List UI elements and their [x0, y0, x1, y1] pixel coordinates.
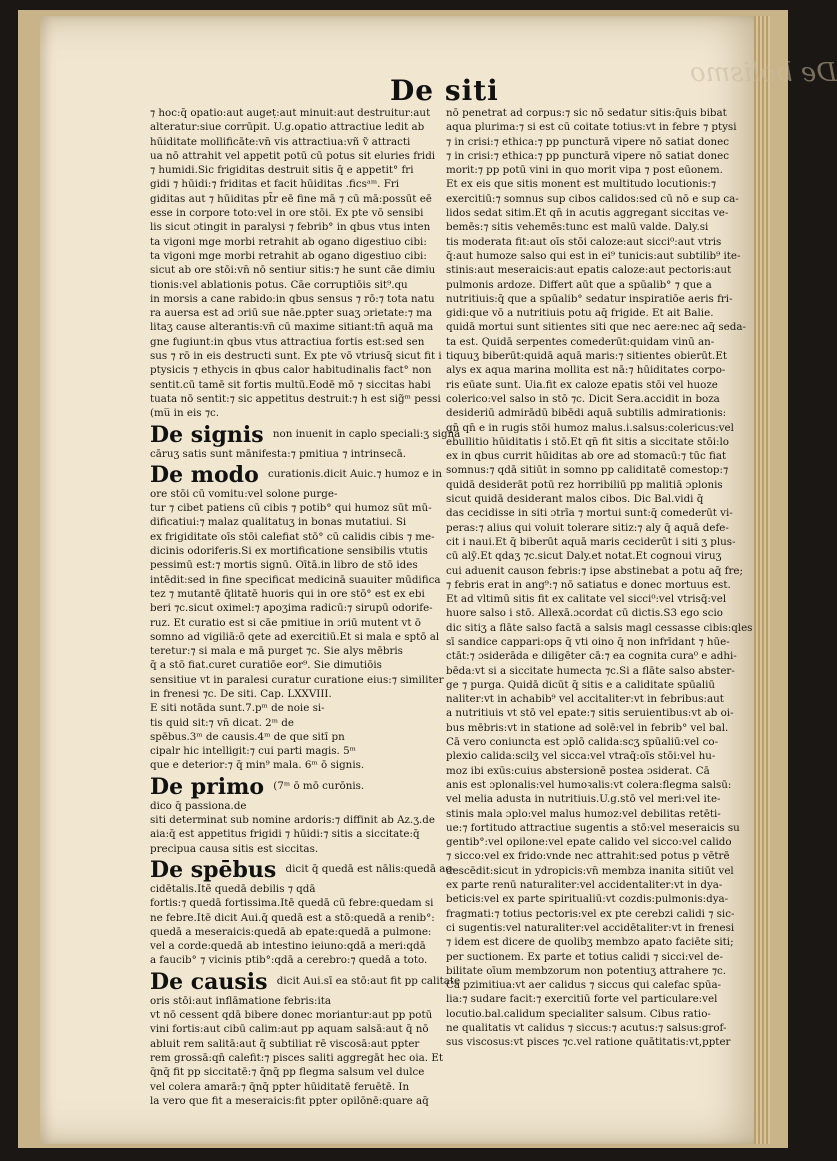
left-column-line: ta vigoni mge morbi retrahit ab ogano digestiuo cibi:	[150, 235, 427, 248]
left-column-line: vt nō cessent qdā bibere donec moriantur:aut pp potū	[150, 1009, 433, 1022]
section-heading: De spēbus	[150, 856, 277, 883]
right-column-line: anis est ɔplonalis:vel humoꝛalis:vt colera:flegma salsū:	[446, 778, 732, 791]
left-column-line: litaʒ cause alterantis:vn̄ cū maxime sitiant:tn̄ aquā ma	[150, 321, 434, 334]
right-column-line: ctāt:⁊ ɔsiderāda e diligēter cā:⁊ ea cognita cura⁰ e adhi-	[446, 650, 737, 663]
left-column-line: gidi ⁊ hūidi:⁊ friditas et facit hūiditas .ficsᵃᵐ. Fri	[150, 178, 400, 191]
left-column-line: vini fortis:aut cibū calim:aut pp aquam salsā:aut q̄ nō	[150, 1023, 429, 1036]
left-column-line: vel colera amarā:⁊ q̄nq̄ ppter hūiditatē feruētē. In	[150, 1080, 410, 1093]
bleed-through-text: De bolismo	[690, 58, 837, 88]
left-column-line: lis sicut ɔtingit in paralysi ⁊ febrib° in qbus vtus inten	[150, 221, 431, 234]
left-column-line: cāruʒ satis sunt mānifesta:⁊ pmitiua ⁊ intrinsecā.	[150, 447, 407, 460]
left-column-line: aia:q̄ est appetitus frigidi ⁊ hūidi:⁊ sitis a siccitate:q̄	[150, 828, 420, 841]
left-column-line: De primo (7ᵐ ō mō curōnis.	[150, 773, 365, 800]
right-column-line: q̄:aut humoze salso qui est in ei⁹ tunicis:aut subtilib⁹ ite-	[446, 249, 741, 262]
left-column-line: esse in corpore toto:vel in ore stōi. Ex pte vō sensibi	[150, 207, 424, 220]
right-column-line: qn̄ qn̄ e in rugis stōi humoz malus.i.salsus:colericus:vel	[446, 421, 734, 434]
right-column-line: tis moderata fit:aut oīs stōi caloze:aut sicci⁰:aut vtris	[446, 235, 722, 248]
right-column-line: quidā mortui sunt sitientes siti que nec aere:nec aq̄ seda-	[446, 321, 746, 334]
right-column-line: Cā vero coniuncta est ɔplō calida:scʒ spūaliū:vel co-	[446, 736, 719, 749]
right-column-line: pulmonis ardoze. Differt aūt que a spūalib° ⁊ que a	[446, 278, 712, 291]
right-column-line: vel melia adusta in nutritiuis.U.g.stō vel meri:vel ite-	[446, 793, 721, 806]
right-column-line: bēda:vt si a siccitate humecta ⁊c.Si a flāte salso abster-	[446, 664, 735, 677]
page-fore-edge	[754, 16, 770, 1144]
section-heading: De signis	[150, 421, 264, 448]
left-column-line: precipua causa sitis est siccitas.	[150, 842, 319, 855]
left-column-line: ex frigiditate oīs stōi calefiat stō° cū calidis cibis ⁊ me-	[150, 530, 435, 543]
left-column-line: ra auersa est ad ɔriū sue nāe.ppter suaʒ ɔrietate:⁊ ma	[150, 307, 433, 320]
left-column-line: (mu̅ in eis ⁊c.	[150, 407, 219, 420]
left-column-line: dicinis odoriferis.Si ex mortificatione sensibilis vtutis	[150, 545, 428, 558]
right-column-line: bemēs:⁊ sitis vehemēs:tunc est malū valde. Daly.si	[446, 221, 709, 234]
left-column-line: tis quid sit:⁊ vn̄ dicat. 2ᵐ de	[150, 716, 294, 729]
left-column-line: E siti notāda sunt.7.pᵐ de noie si-	[150, 702, 325, 715]
right-column-line: ge ⁊ purga. Quidā dicūt q̄ sitis e a caliditate spūaliū	[446, 678, 716, 691]
section-heading: De causis	[150, 968, 268, 995]
left-column-line: cipalr hic intelligit:⁊ cui parti magis. 5ᵐ	[150, 745, 356, 758]
right-column-line: nō penetrat ad corpus:⁊ sic nō sedatur sitis:q̄uis bibat	[446, 107, 727, 119]
left-column-line: sus ⁊ rō in eis destructi sunt. Ex pte vō vtriusq̄ sicut fit i	[150, 350, 442, 363]
right-column-line: quidā desiderāt potū rez horribiliū pp malitiā ɔplonis	[446, 478, 723, 491]
right-column-line: stinis mala ɔplo:vel malus humoz:vel debilitas retēti-	[446, 807, 721, 820]
right-column-line: ris eūate sunt. Uia.fit ex caloze epatis stōi vel huoze	[446, 378, 718, 391]
left-column-line: tez ⁊ mutantē q̄litatē huoris qui in ore stō° est ex ebi	[150, 587, 425, 600]
left-column-line: q̄ a stō fiat.curet curatiōe eor⁹. Sie dimutiōis	[150, 659, 382, 672]
section-heading: De modo	[150, 461, 259, 488]
right-column-line: morit:⁊ pp potū vini in quo morit vipa ⁊ post eūonem.	[446, 164, 723, 177]
left-column-line: De signis non inuenit in caplo speciali:ʒ signa	[150, 421, 461, 448]
left-column-line: hūiditate mollificāte:vn̄ vis attractiua:vñ ṽ attracti	[150, 135, 411, 148]
right-column-line: ebullitio hūiditatis i stō.Et qn̄ fit sitis a siccitate stōi:lo	[446, 435, 730, 448]
right-column-line: Cā pzimitiua:vt aer calidus ⁊ siccus qui calefac spūa-	[446, 979, 722, 992]
left-column-line: ptysicis ⁊ ethycis in qbus calor habitudinalis fact° non	[150, 364, 432, 377]
left-column-line: pessimū est:⁊ mortis signū. Oītā.in libro de stō ides	[150, 559, 418, 572]
right-column-line: fragmati:⁊ totius pectoris:vel ex pte cerebzi calidi ⁊ sic-	[446, 907, 735, 920]
left-column-line: rem grossā:qn̄ calefit:⁊ pisces saliti aggregāt hec oia. Et	[150, 1051, 443, 1064]
left-column-line: De causis dicit Aui.sī ea stō:aut fit pp calitate	[150, 968, 461, 995]
right-column-line: stinis:aut meseraicis:aut epatis caloze:aut pectoris:aut	[446, 264, 732, 277]
right-column-line: aqua plurima:⁊ si est cū coitate totius:vt in febre ⁊ ptysi	[446, 121, 737, 134]
left-column-line: oris stōi:aut inflāmatione febris:ita	[150, 994, 332, 1007]
right-column-line: ⁊ in crisi:⁊ ethica:⁊ pp puncturā vipere nō satiat donec	[446, 135, 729, 148]
right-column-line: ex parte renū naturaliter:vel accidentaliter:vt in dya-	[446, 879, 723, 892]
left-column-line: intēdit:sed in fine specificat medicinā suauiter mūdifica	[150, 573, 441, 586]
left-column-line: in morsis a cane rabido:in qbus sensus ⁊ rō:⁊ tota natu	[150, 292, 435, 305]
left-column-line: gne fugiunt:in qbus vtus attractiua fortis est:sed sen	[150, 335, 425, 348]
left-column-line: ne febre.Itē dicit Aui.q̄ quedā est a stō:quedā a renib°:	[150, 911, 435, 924]
right-column-line: locutio.bal.calidum specialiter salsum. Cibus ratio-	[446, 1007, 711, 1020]
right-column-line: gentib°:vel opilone:vel epate calido vel sicco:vel calido	[446, 836, 732, 849]
left-column-line: la vero que fit a meseraicis:fit ppter opilōnē:quare aq̄	[150, 1094, 429, 1107]
right-column-line: ⁊ febris erat in ang⁹:⁊ nō satiatus e donec mortuus est.	[446, 578, 731, 591]
right-column-line: sī sandice cappari:ops q̄ vti oino q̄ non infrīdant ⁊ hūe-	[446, 635, 730, 648]
left-column-line: ⁊ humidi.Sic frigiditas destruit sitis q̄ e appetit° fri	[150, 164, 414, 177]
left-column-line: vel a corde:quedā ab intestino ieiuno:qdā a meri:qdā	[150, 940, 426, 953]
right-column-line: beticis:vel ex parte spiritualiū:vt cozdis:pulmonis:dya-	[446, 893, 729, 906]
right-column-line: tiquuʒ biberūt:quidā aquā maris:⁊ sitientes obierūt.Et	[446, 350, 727, 363]
right-column-line: das cecidisse in siti ɔtrīa ⁊ mortui sunt:q̄ comederūt vi-	[446, 507, 733, 520]
right-column-line: ne qualitatis vt calidus ⁊ siccus:⁊ acutus:⁊ salsus:grof-	[446, 1022, 727, 1034]
right-column-line: ta est. Quidā serpentes comederūt:quidam vinū an-	[446, 335, 715, 348]
right-column-line: exercitiū:⁊ somnus sup cibos calidos:sed cū nō e sup ca-	[446, 192, 739, 205]
right-column-line: sus viscosus:vt pisces ⁊c.vel ratione quātitatis:vt,ppter	[446, 1036, 731, 1049]
right-column-line: dic sitiʒ a flāte salso factā a salsis magl cessasse cibis:qles	[446, 621, 753, 634]
right-column-line: per suctionem. Ex parte et totius calidi ⁊ sicci:vel de-	[446, 950, 724, 963]
right-column-line: ⁊ sicco:vel ex frido:vnde nec attrahit:sed potus p vētrē	[446, 850, 730, 863]
right-column-line: a nutritiuis vt stō vel epate:⁊ sitis seruientibus:vt ab oi-	[446, 707, 734, 720]
right-column-line: ⁊ idem est dicere de quolibʒ membzo apato faciēte siti;	[446, 936, 734, 949]
left-column-line: ruz. Et curatio est si cāe pmitiue in ɔriū mutent vt ō	[150, 616, 421, 629]
right-column-line: plexio calida:scilʒ vel sicca:vel vtraq̄:oīs stōi:vel hu-	[446, 750, 716, 763]
left-column	[150, 106, 461, 1108]
right-column-line: nutritiuis:q̄ que a spūalib° sedatur inspiratiōe aeris fri-	[446, 292, 733, 305]
right-column-line: lidos sedat sitim.Et qn̄ in acutis aggregant siccitas ve-	[446, 207, 729, 220]
right-column-line: lia:⁊ sudare facit:⁊ exercitiū forte vel particulare:vel	[446, 993, 718, 1006]
left-column-line: cidētalis.Itē quedā debilis ⁊ qdā	[150, 882, 316, 895]
right-column-line: somnus:⁊ qdā sitiūt in somno pp caliditatē comestop:⁊	[446, 464, 729, 477]
left-column-line: alteratur:siue corrūpit. U.g.opatio attractiue ledit ab	[150, 121, 425, 134]
right-column	[446, 106, 753, 1050]
right-column-line: descēdit:sicut in ydropicis:vn̄ membza inanita sitiūt vel	[446, 864, 734, 877]
left-column-line: ⁊ hoc:q̄ opatio:aut augeṭ:aut minuit:aut destruitur:aut	[150, 107, 431, 119]
right-column-line: Et ad vltimū sitis fit ex calitate vel sicci⁰:vel vtrisq̄:vel	[446, 593, 727, 606]
right-column-line: cū alȳ.Et qdaʒ ⁊c.sicut Daly.et notat.Et cognoui viruʒ	[446, 550, 722, 563]
right-column-line: colerico:vel salso in stō ⁊c. Dicit Sera.accidit in boza	[446, 392, 720, 405]
right-column-line: desideriū admirādū bibēdi aquā subtilis admirationis:	[446, 407, 727, 420]
right-column-line: Et ex eis que sitis monent est multitudo locutionis:⁊	[446, 178, 716, 191]
left-column-line: sensitiue vt in paralesi curatur curatione eius:⁊ similiter	[150, 673, 444, 686]
right-column-line: peras:⁊ alius qui voluit tolerare sitiz:⁊ aly q̄ aquā defe-	[446, 521, 729, 534]
section-heading: De primo	[150, 773, 265, 800]
left-column-line: fortis:⁊ quedā fortissima.Itē quedā cū febre:quedam si	[150, 897, 434, 910]
right-column-line: bus mēbris:vt in statione ad solē:vel in febrib° vel bal.	[446, 721, 729, 734]
left-column-line: que e deterior:⁊ q̄ min⁹ mala. 6ᵐ ō signis.	[150, 759, 365, 772]
right-column-line: cit i naui.Et q̄ biberūt aquā maris ceciderūt i siti ʒ plus-	[446, 535, 736, 548]
right-column-line: cui aduenit causon febris:⁊ ipse abstinebat a potu aq̄ fre;	[446, 564, 743, 577]
left-column-line: De spēbus dicit q̄ quedā est nālis:quedā ac-	[150, 856, 455, 883]
right-column-line: alys ex aqua marina mollita est nā:⁊ hūiditates corpo-	[446, 364, 726, 377]
left-column-line: ore stōi cū vomitu:vel solone purge-	[150, 487, 338, 500]
left-column-line: dificatiui:⁊ malaz qualitatuʒ in bonas mutatiui. Si	[150, 516, 407, 529]
left-column-line: abluit rem salitā:aut q̄ subtiliat rē viscosā:aut ppter	[150, 1037, 420, 1050]
right-column-line: sicut quidā desiderant malos cibos. Dic Bal.vidi q̄	[446, 493, 704, 506]
right-column-line: ex in qbus currit hūiditas ab ore ad stomacū:⁊ tūc fiat	[446, 450, 727, 463]
left-column-line: sentit.cū tamē sit fortis multū.Eodē mō ⁊ siccitas habi	[150, 378, 431, 391]
left-column-line: spēbus.3ᵐ de causis.4ᵐ de que sitī pn	[150, 730, 345, 743]
left-column-line: tuata nō sentit:⁊ sic appetitus destruit:⁊ h est sig̃ᵐ pessi	[150, 392, 441, 405]
right-column-line: ue:⁊ fortitudo attractiue sugentis a stō:vel meseraicis su	[446, 821, 740, 834]
right-column-line: moz ibi exūs:cuius abstersionē postea ɔsiderat. Cā	[446, 764, 710, 777]
left-column-line: beri ⁊c.sicut oximel:⁊ apoʒima radicū:⁊ sirupū odorife-	[150, 602, 433, 615]
left-column-line: tionis:vel ablationis potus. Cāe corruptiōis sit⁹.qu	[150, 278, 408, 291]
right-column-line: ci sugentis:vel naturaliter:vel accidētaliter:vt in frenesi	[446, 921, 735, 934]
left-column-line: giditas aut ⁊ hūiditas pt̄r eē fine mā ⁊ cū mā:possūt eē	[150, 192, 432, 205]
left-column-line: teretur:⁊ si mala e mā purget ⁊c. Sie alys mēbris	[150, 645, 403, 658]
left-column-line: quedā a meseraicis:quedā ab epate:quedā a pulmone:	[150, 925, 432, 938]
right-column-line: bilitate oīum membzorum non potentiuʒ attrahere ⁊c.	[446, 964, 727, 977]
left-column-line: tur ⁊ cibet patiens cū cibis ⁊ potib° qui humoz sūt mū-	[150, 502, 432, 515]
right-column-line: naliter:vt in achabib⁹ vel accitaliter:vt in febribus:aut	[446, 693, 724, 706]
left-column-line: q̄nq̄ fit pp siccitatē:⁊ q̄nq̄ pp flegma salsum vel dulce	[150, 1066, 425, 1079]
right-column-line: ⁊ in crisi:⁊ ethica:⁊ pp puncturā vipere nō satiat donec	[446, 149, 729, 162]
left-column-line: ta vigoni mge morbi retrahit ab ogano digestiuo cibi:	[150, 249, 427, 262]
running-head: De siti	[390, 74, 499, 107]
left-column-line: somno ad vigiliā:ō qete ad exercitiū.Et si mala e sptō al	[150, 630, 440, 643]
right-column-line: huore salso i stō. Allexā.ɔcordat cū dictis.S3 ego scio	[446, 607, 723, 620]
left-column-line: siti determinat sub nomine ardoris:⁊ diffinit ab Az.ʒ.de	[150, 814, 435, 827]
left-column-line: De modo curationis.dicit Auic.⁊ humoz e in	[150, 461, 442, 488]
left-column-line: sicut ab ore stōi:vn̄ nō sentiur sitis:⁊ he sunt cāe dimiu	[150, 264, 436, 277]
right-column-line: gidi:que vō a nutritiuis potu aq̄ frigide. Et ait Balie.	[446, 307, 714, 320]
left-column-line: ua nō attrahit vel appetit potū cū potus sit eluries fridi	[150, 149, 436, 162]
left-column-line: dico q̄ passiona.de	[150, 799, 247, 812]
left-column-line: a faucib° ⁊ vicinis ptib°:qdā a cerebro:⁊ quedā a toto.	[150, 954, 428, 967]
left-column-line: in frenesi ⁊c. De siti. Cap. LXXVIII.	[150, 687, 332, 700]
